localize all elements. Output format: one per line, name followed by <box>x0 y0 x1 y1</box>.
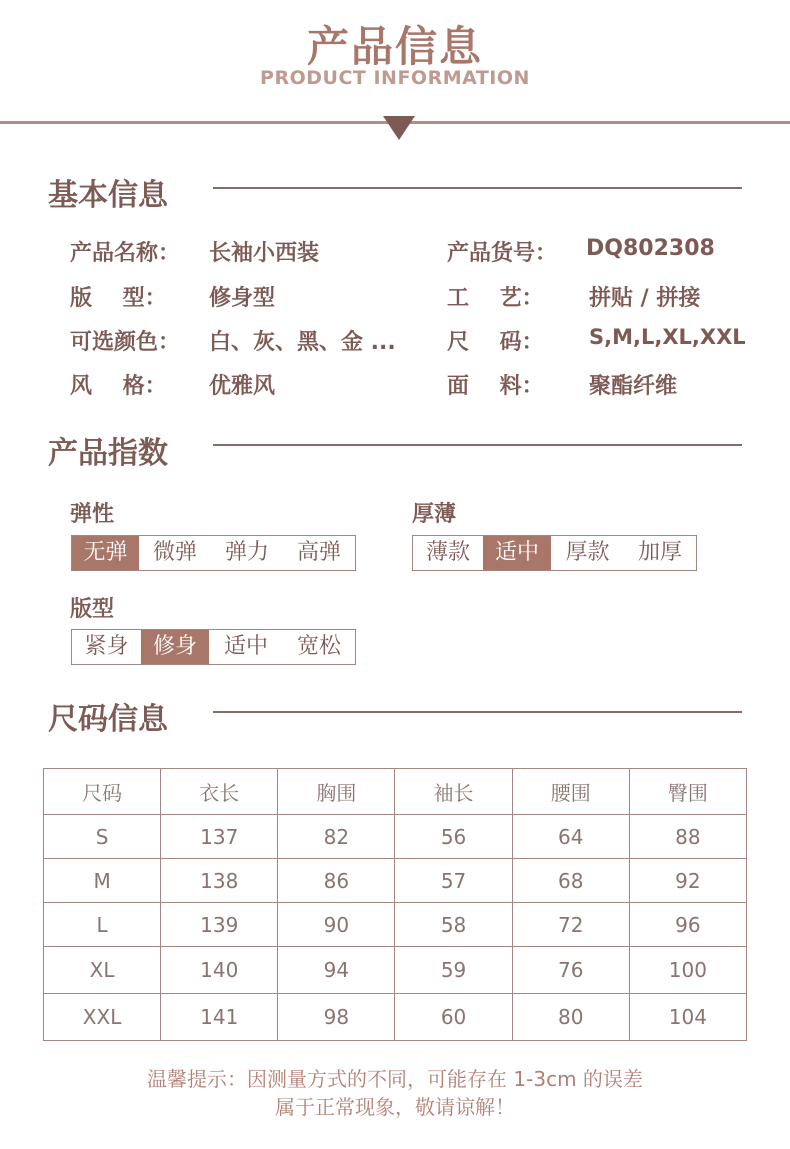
column-header: 衣长 <box>161 769 278 815</box>
info-label: 可选颜色： <box>70 330 181 355</box>
fit-option-selected: 修身 <box>141 630 209 664</box>
table-cell: XL <box>44 947 161 994</box>
fit-option: 紧身 <box>84 634 129 659</box>
table-cell: 80 <box>512 994 629 1041</box>
table-cell: 64 <box>512 815 629 859</box>
info-label: 面 料： <box>447 374 544 399</box>
tip-text: 属于正常现象，敬请谅解！ <box>275 1095 515 1119</box>
table-cell: 139 <box>161 903 278 947</box>
info-value: 修身型 <box>209 286 276 311</box>
elasticity-option-selected: 无弹 <box>72 536 139 570</box>
info-label: 产品名称： <box>70 241 181 266</box>
table-cell: 56 <box>395 815 512 859</box>
info-value: DQ802308 <box>586 236 715 261</box>
table-header-row <box>44 769 747 815</box>
section-title-basic: 基本信息 <box>48 178 168 213</box>
elasticity-scale <box>71 535 356 571</box>
table-cell: 92 <box>629 859 746 903</box>
elasticity-option: 微弹 <box>152 540 197 565</box>
table-row <box>44 903 747 947</box>
down-arrow-icon <box>383 116 415 140</box>
info-value: 白、灰、黑、金 ... <box>209 330 396 355</box>
table-cell: 137 <box>161 815 278 859</box>
table-row <box>44 994 747 1041</box>
info-label: 版 型： <box>70 286 167 311</box>
column-header: 臀围 <box>629 769 746 815</box>
thickness-scale <box>412 535 697 571</box>
table-cell: 100 <box>629 947 746 994</box>
table-row <box>44 947 747 994</box>
elasticity-option: 弹力 <box>224 540 269 565</box>
elasticity-label: 弹性 <box>70 502 115 527</box>
info-value: 优雅风 <box>209 374 276 399</box>
table-cell: 94 <box>278 947 395 994</box>
info-label: 工 艺： <box>447 286 544 311</box>
table-cell: 60 <box>395 994 512 1041</box>
page-subtitle: PRODUCT INFORMATION <box>260 67 530 89</box>
section-divider <box>213 444 742 446</box>
table-cell: 58 <box>395 903 512 947</box>
info-label: 尺 码： <box>447 330 544 355</box>
info-label: 风 格： <box>70 374 167 399</box>
table-cell: 82 <box>278 815 395 859</box>
elasticity-option: 高弹 <box>296 540 341 565</box>
column-header: 胸围 <box>278 769 395 815</box>
section-divider <box>213 711 742 713</box>
table-cell: 98 <box>278 994 395 1041</box>
table-cell: 68 <box>512 859 629 903</box>
thickness-option: 厚款 <box>565 540 610 565</box>
fit-scale <box>71 629 356 665</box>
thickness-option: 薄款 <box>425 540 470 565</box>
table-row <box>44 815 747 859</box>
section-title-size: 尺码信息 <box>48 702 168 737</box>
info-label: 产品货号： <box>447 241 558 266</box>
table-cell: 59 <box>395 947 512 994</box>
tip-text: 温馨提示：因测量方式的不同，可能存在 1-3cm 的误差 <box>147 1067 643 1091</box>
table-cell: 88 <box>629 815 746 859</box>
table-cell: 57 <box>395 859 512 903</box>
fit-option: 适中 <box>223 634 268 659</box>
table-cell: 138 <box>161 859 278 903</box>
table-cell: 141 <box>161 994 278 1041</box>
table-cell: 140 <box>161 947 278 994</box>
table-cell: 86 <box>278 859 395 903</box>
table-cell: 90 <box>278 903 395 947</box>
column-header: 尺码 <box>44 769 161 815</box>
table-cell: XXL <box>44 994 161 1041</box>
table-cell: S <box>44 815 161 859</box>
column-header: 腰围 <box>512 769 629 815</box>
info-value: 拼贴 / 拼接 <box>589 286 701 311</box>
thickness-label: 厚薄 <box>412 502 457 527</box>
thickness-option: 加厚 <box>637 540 682 565</box>
info-value: 长袖小西装 <box>209 241 320 266</box>
table-cell: 72 <box>512 903 629 947</box>
fit-option: 宽松 <box>296 634 341 659</box>
table-row <box>44 859 747 903</box>
section-divider <box>213 187 742 189</box>
info-value: 聚酯纤维 <box>589 374 678 399</box>
table-cell: 104 <box>629 994 746 1041</box>
fit-label: 版型 <box>70 597 115 622</box>
size-table <box>43 768 747 1041</box>
column-header: 袖长 <box>395 769 512 815</box>
thickness-option-selected: 适中 <box>483 536 551 570</box>
table-cell: L <box>44 903 161 947</box>
section-title-index: 产品指数 <box>48 436 168 471</box>
table-cell: 76 <box>512 947 629 994</box>
page-title: 产品信息 <box>306 22 483 71</box>
table-cell: 96 <box>629 903 746 947</box>
info-value: S,M,L,XL,XXL <box>589 325 746 349</box>
table-cell: M <box>44 859 161 903</box>
